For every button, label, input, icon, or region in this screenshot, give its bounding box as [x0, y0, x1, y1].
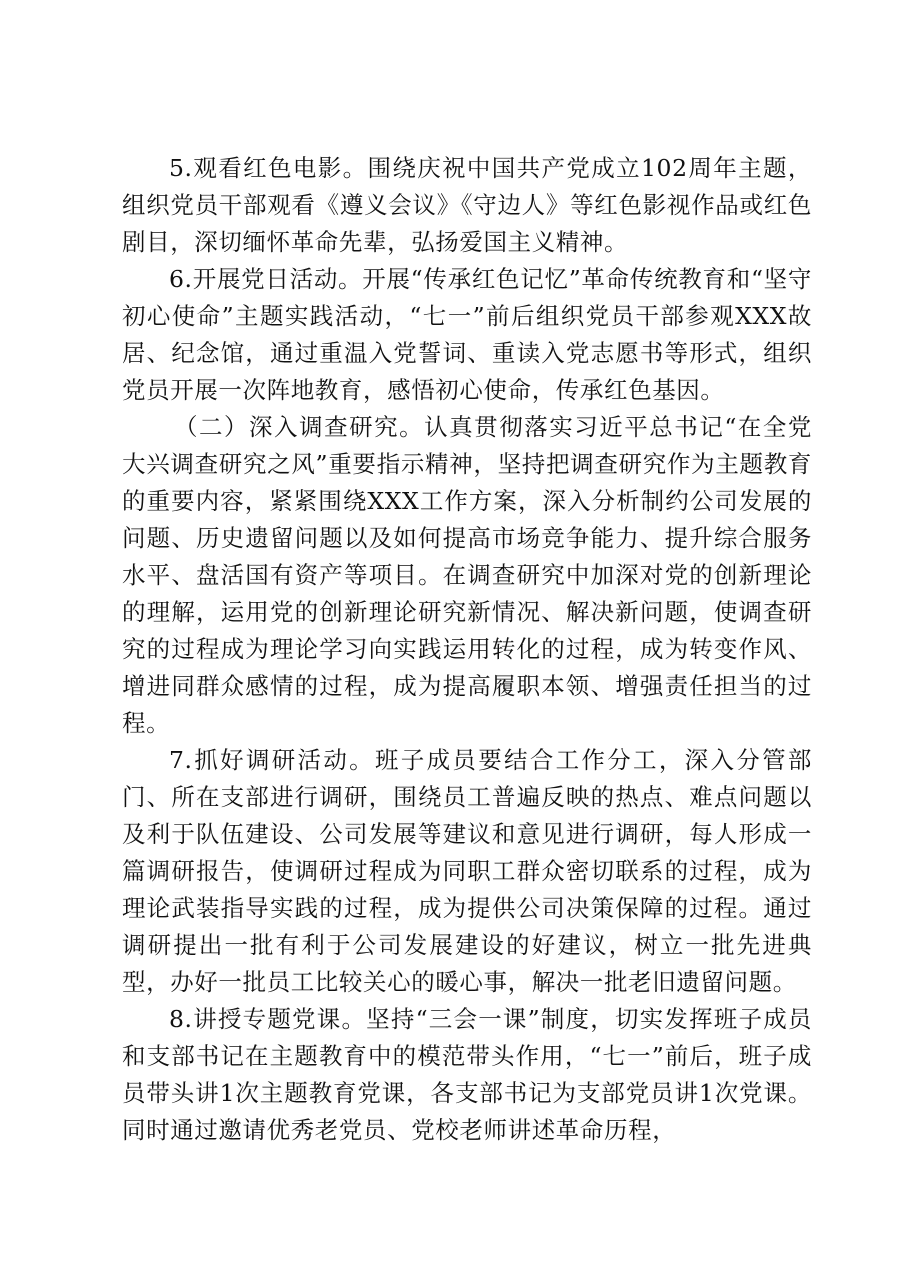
document-body — [122, 150, 812, 1149]
paragraph-section-2: （二）深入调查研究。认真贯彻落实习近平总书记“在全党大兴调查研究之风”重要指示精神，坚持把调查研究作为主题教育的重要内容，紧紧围绕XXX工作方案，深入分析制约公司发展的问题、历史遗留问题以及如何提高市场竞争能力、提升综合服务水平、盘活国有资产等项目。在调查研究中加深对党的创新理论的理解，运用党的创新理论研究新情况、解决新问题，使调查研究的过程成为理论学习向实践运用转化的过程，成为转变作风、增进同群众感情的过程，成为提高履职本领、增强责任担当的过程。 — [122, 413, 812, 737]
paragraph-item-6: 6.开展党日活动。开展“传承红色记忆”革命传统教育和“坚守初心使命”主题实践活动，“七一”前后组织党员干部参观XXX故居、纪念馆，通过重温入党誓词、重读入党志愿书等形式，组织党员开展一次阵地教育，感悟初心使命，传承红色基因。 — [122, 265, 812, 404]
paragraph-item-5: 5.观看红色电影。围绕庆祝中国共产党成立102周年主题，组织党员干部观看《遵义会议》《守边人》等红色影视作品或红色剧目，深切缅怀革命先辈，弘扬爱国主义精神。 — [122, 154, 812, 256]
paragraph-item-8: 8.讲授专题党课。坚持“三会一课”制度，切实发挥班子成员和支部书记在主题教育中的模范带头作用，“七一”前后，班子成员带头讲1次主题教育党课，各支部书记为支部党员讲1次党课。同时通过邀请优秀老党员、党校老师讲述革命历程， — [122, 1005, 812, 1144]
paragraph-item-7: 7.抓好调研活动。班子成员要结合工作分工，深入分管部门、所在支部进行调研，围绕员工普遍反映的热点、难点问题以及利于队伍建设、公司发展等建议和意见进行调研，每人形成一篇调研报告，使调研过程成为同职工群众密切联系的过程，成为理论武装指导实践的过程，成为提供公司决策保障的过程。通过调研提出一批有利于公司发展建设的好建议，树立一批先进典型，办好一批员工比较关心的暖心事，解决一批老旧遗留问题。 — [122, 746, 812, 996]
